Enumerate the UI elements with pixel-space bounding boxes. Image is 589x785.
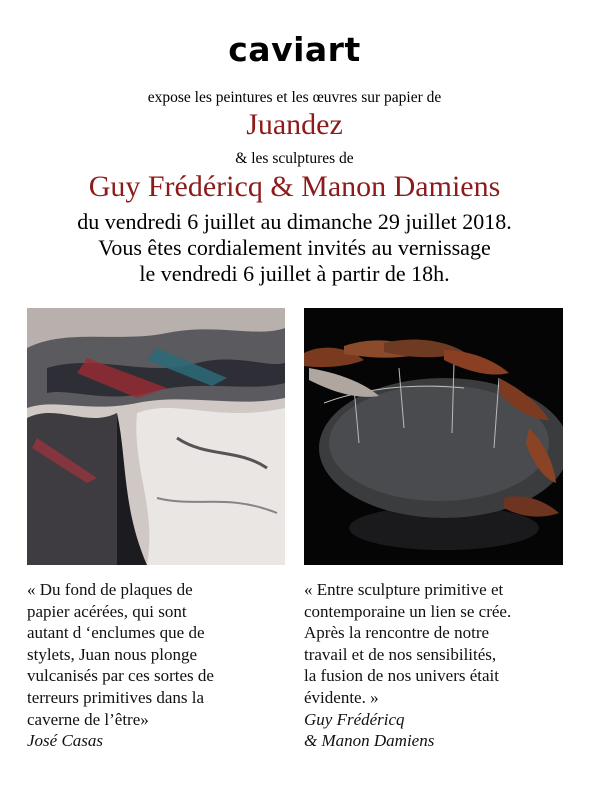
sculptor-quote bbox=[304, 579, 579, 752]
opening-time: le vendredi 6 juillet à partir de 18h. bbox=[139, 261, 450, 286]
painter-quote bbox=[27, 579, 295, 752]
painting-image bbox=[27, 308, 285, 565]
exhibition-dates: du vendredi 6 juillet au dimanche 29 juillet 2018. bbox=[77, 209, 512, 234]
quote-line: papier acérées, qui sont bbox=[27, 601, 187, 621]
quote-line: « Entre sculpture primitive et bbox=[304, 580, 504, 599]
quote-line: contemporaine un lien se crée. bbox=[304, 601, 512, 621]
quote-line: la fusion de nos univers était bbox=[304, 666, 499, 686]
connector-text: & les sculptures de bbox=[235, 150, 354, 167]
quote-line: terreurs primitives dans la bbox=[27, 687, 205, 707]
sculpture-image bbox=[304, 308, 563, 565]
quote-author: José Casas bbox=[27, 731, 104, 751]
quote-line: caverne de l’être» bbox=[27, 709, 149, 729]
sculpture-artwork bbox=[304, 308, 563, 565]
quote-line: « Du fond de plaques de bbox=[27, 580, 193, 599]
brand-title: caviart bbox=[228, 30, 361, 69]
quote-line: évidente. » bbox=[304, 687, 379, 707]
quote-author: Guy Frédéricq bbox=[304, 709, 405, 729]
quote-author: & Manon Damiens bbox=[304, 731, 435, 751]
quote-line: Après la rencontre de notre bbox=[304, 623, 490, 643]
invitation-text: Vous êtes cordialement invités au vernissage bbox=[98, 235, 491, 260]
quote-line: travail et de nos sensibilités, bbox=[304, 644, 497, 664]
quote-line: autant d ‘enclumes que de bbox=[27, 623, 205, 643]
intro-text: expose les peintures et les œuvres sur papier de bbox=[147, 89, 442, 106]
quote-line: vulcanisés par ces sortes de bbox=[27, 666, 214, 686]
sculptor-names: Guy Frédéricq & Manon Damiens bbox=[88, 170, 501, 203]
abstract-painting-artwork bbox=[27, 308, 285, 565]
painter-name: Juandez bbox=[246, 108, 343, 141]
quote-line: stylets, Juan nous plonge bbox=[27, 644, 197, 664]
